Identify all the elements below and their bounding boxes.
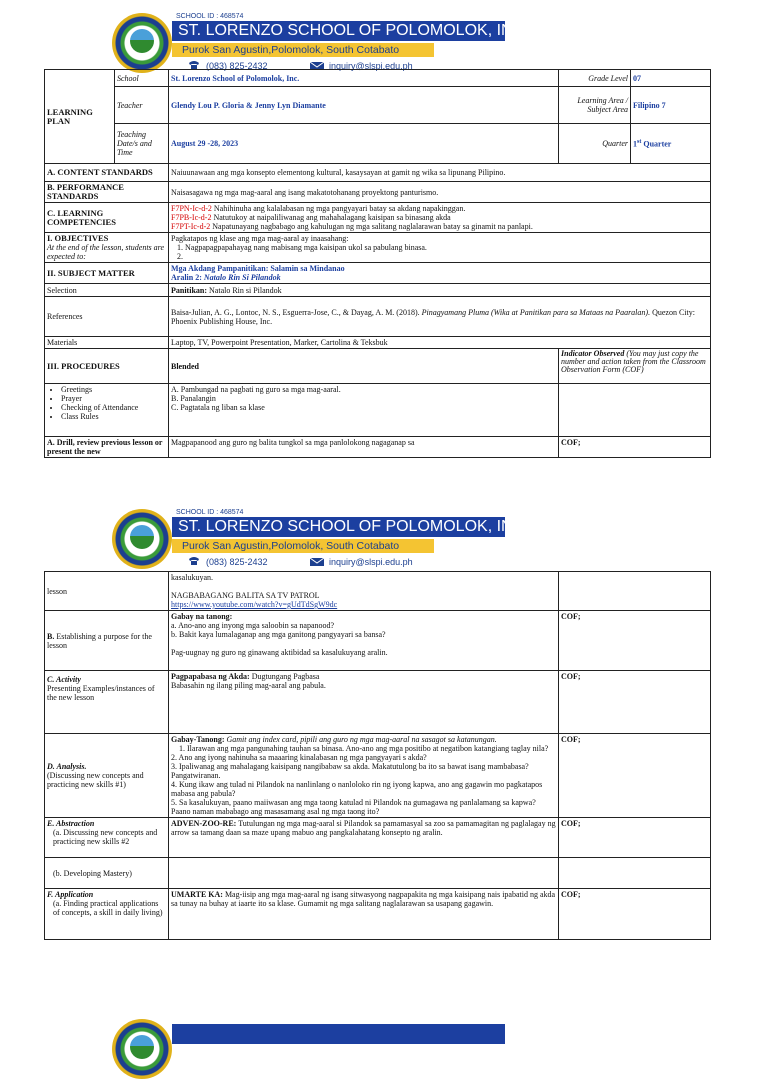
opening-step-item: C. Pagtatala ng liban sa klase: [171, 403, 265, 412]
developing-mastery-cof: [559, 858, 711, 889]
address-bar: [172, 539, 434, 553]
address-bar: [172, 43, 434, 57]
selection-label: Selection: [45, 284, 169, 297]
school-logo: [112, 509, 172, 569]
quarter-label: Quarter: [559, 124, 631, 164]
grade-level-value: 07: [631, 70, 711, 87]
references-value: Baisa-Julian, A. G., Lontoc, N. S., Esguerra-Jose, C., & Dayag, A. M. (2018). Pinagyamang Pluma (Wika at Panitikan para sa Mataas na Paaralan). Quezon City: Phoenix Publishing House, Inc.: [169, 297, 711, 337]
email-address: inquiry@slspi.edu.ph: [329, 557, 413, 567]
learning-competencies-label: C. LEARNING COMPETENCIES: [45, 203, 169, 233]
application-content: UMARTE KA: Mag-iisip ang mga mag-aaral ng isang sitwasyong nagpapakita ng mga kaisipang nais ipabatid ng akda sa tunay na buhay at iaarte ito sa klase. Gumamit ng mga salitang naglalarawan sa usapang gagawin.: [169, 889, 559, 940]
grade-level-label: Grade Level: [559, 70, 631, 87]
teaching-dates-value: August 29 -28, 2023: [169, 124, 559, 164]
school-id: SCHOOL ID : 468574: [176, 13, 244, 20]
subject-matter-label: II. SUBJECT MATTER: [45, 263, 169, 284]
drill-label: A. Drill, review previous lesson or present the new: [45, 437, 169, 458]
phone-number: (083) 825-2432: [206, 61, 268, 71]
opening-step-item: B. Panalangin: [171, 394, 216, 403]
school-logo: [112, 1019, 172, 1079]
teacher-label: Teacher: [115, 87, 169, 124]
school-name-banner: [172, 21, 529, 41]
school-header-page-3: [0, 1016, 768, 1082]
purpose-content: Gabay na tanong: a. Ano-ano ang inyong mga saloobin sa napanood? b. Bakit kaya lumalaganap ang mga ganitong pangyayari sa bansa? Pag-uugnay ng guro ng ginawang aktibidad sa kasalukuyang aralin.: [169, 611, 559, 671]
drill-cof: COF;: [559, 437, 711, 458]
content-standards-label: A. CONTENT STANDARDS: [45, 164, 169, 182]
analysis-label: D. Analysis. (Discussing new concepts and practicing new skills #1): [45, 734, 169, 818]
developing-mastery-content: [169, 858, 559, 889]
learning-area-value: Filipino 7: [631, 87, 711, 124]
performance-standards-label: B. PERFORMANCE STANDARDS: [45, 182, 169, 203]
teacher-value: Glendy Lou P. Gloria & Jenny Lyn Diamante: [169, 87, 559, 124]
learning-competencies-value: F7PN-Ic-d-2 Nahihinuha ang kalalabasan ng mga pangyayari batay sa akdang napakinggan. F7PB-Ic-d-2 Natutukoy at naipaliliwanag ang mahahalagang kaisipan sa binasang akda F7PT-Ic-d-2 Napatunayang nagbabago ang kahulugan ng mga salitang naglalarawan batay sa ginamit na panlapi.: [169, 203, 711, 233]
lesson-label: lesson: [45, 572, 169, 611]
opening-step-item: A. Pambungad na pagbati ng guro sa mga mag-aaral.: [171, 385, 341, 394]
opening-activity-item: • Greetings: [61, 385, 166, 394]
abstraction-content: ADVEN-ZOO-RE: Tutulungan ng mga mag-aaral si Pilandok sa pamamasyal sa zoo sa pamamagitan ng paglalagay ng arrow sa tamang daan sa maze upang mabuo ang pangkalahatang konsepto ng aralin.: [169, 818, 559, 858]
school-header-page-2: [0, 506, 768, 572]
learning-area-label: Learning Area / Subject Area: [559, 87, 631, 124]
opening-activity-item: • Prayer: [61, 394, 166, 403]
teaching-dates-label: Teaching Date/s and Time: [115, 124, 169, 164]
opening-activities-steps: [169, 384, 559, 437]
learning-plan-label: LEARNING PLAN: [45, 70, 115, 164]
purpose-label: B. Establishing a purpose for the lesson: [45, 611, 169, 671]
application-cof: COF;: [559, 889, 711, 940]
materials-label: Materials: [45, 337, 169, 349]
purpose-cof: COF;: [559, 611, 711, 671]
opening-activities-list: [45, 384, 169, 437]
school-logo: [112, 13, 172, 73]
opening-activity-item: • Checking of Attendance: [61, 403, 166, 412]
school-name-banner: [172, 1024, 505, 1044]
content-standards-value: Naiuunawaan ang mga konsepto elementong kultural, kasaysayan at gamit ng wika sa lipunang Pilipino.: [169, 164, 711, 182]
school-id: SCHOOL ID : 468574: [176, 509, 244, 516]
activity-label: C. Activity Presenting Examples/instances of the new lesson: [45, 671, 169, 734]
learning-plan-table-page-1: [44, 69, 711, 458]
drill-value: Magpapanood ang guro ng balita tungkol sa mga panlolokong nagaganap sa: [169, 437, 559, 458]
learning-plan-table-page-2: [44, 571, 711, 940]
indicator-observed: Indicator Observed (You may just copy the number and action taken from the Classroom Observation Form (COF): [559, 349, 711, 384]
address-text: Purok San Agustin,Polomolok, South Cotabato: [182, 44, 400, 56]
school-label: School: [115, 70, 169, 87]
school-name-banner: [172, 517, 529, 537]
objectives-label: I. OBJECTIVES At the end of the lesson, students are expected to:: [45, 233, 169, 263]
procedures-label: III. PROCEDURES: [45, 349, 169, 384]
phone-icon: [188, 556, 200, 566]
analysis-content: Gabay-Tanong: Gamit ang index card, pipili ang guro ng mga mag-aaral na sasagot sa katanungan. 1. Ilarawan ang mga pangunahing tauhan sa binasa. Ano-ano ang mga positibo at negatibon katangiang taglay nila? 2. Ano ang iyong nahinuha sa maaaring kinalabasan ng mga pangyayari s akda? 3. Ipaliwanag ang mahalagang kaisipang nangibabaw sa akda. Makatutulong ba ito sa bawat isang mambabasa? Pangatwiranan. 4. Kung ikaw ang tulad ni Pilandok na nanlinlang o nanloloko rin ng iyong kapwa, ano ang gagawin mo pagkatapos mabasa ang pabula? 5. Sa kasalukuyan, paano maiiwasan ang mga taong katulad ni Pilandok na gumagawa ng panlalamang sa kapwa? Paano naman mababago ang masasamang asal ng mga taong ito?: [169, 734, 559, 818]
school-name: ST. LORENZO SCHOOL OF POLOMOLOK, INC.: [178, 518, 529, 535]
application-label: F. Application (a. Finding practical applications of concepts, a skill in daily living): [45, 889, 169, 940]
abstraction-label: E. Abstraction (a. Discussing new concepts and practicing new skills #2: [45, 818, 169, 858]
blended-label: Blended: [169, 349, 559, 384]
performance-standards-value: Naisasagawa ng mga mag-aaral ang isang makatotohanang proyektong panturismo.: [169, 182, 711, 203]
developing-mastery-label: (b. Developing Mastery): [45, 858, 169, 889]
lesson-cof-cell: [559, 572, 711, 611]
opening-cof-cell: [559, 384, 711, 437]
materials-value: Laptop, TV, Powerpoint Presentation, Marker, Cartolina & Teksbuk: [169, 337, 711, 349]
opening-activity-item: • Class Rules: [61, 412, 166, 421]
phone-number: (083) 825-2432: [206, 557, 268, 567]
address-text: Purok San Agustin,Polomolok, South Cotabato: [182, 540, 400, 552]
school-name: ST. LORENZO SCHOOL OF POLOMOLOK, INC.: [178, 22, 529, 39]
abstraction-cof: COF;: [559, 818, 711, 858]
subject-matter-value: Mga Akdang Pampanitikan: Salamin sa Mindanao Aralin 2: Natalo Rin Si Pilandok: [169, 263, 711, 284]
analysis-cof: COF;: [559, 734, 711, 818]
activity-cof: COF;: [559, 671, 711, 734]
school-header: [0, 10, 768, 76]
activity-content: Pagpapabasa ng Akda: Dugtungang Pagbasa Babasahin ng ilang piling mag-aaral ang pabula.: [169, 671, 559, 734]
selection-value: Panitikan: Natalo Rin si Pilandok: [169, 284, 711, 297]
email-address: inquiry@slspi.edu.ph: [329, 61, 413, 71]
school-value: St. Lorenzo School of Polomolok, Inc.: [169, 70, 559, 87]
lesson-content: kasalukuyan. NAGBABAGANG BALITA SA TV PATROL https://www.youtube.com/watch?v=gUdTdSgW9dc: [169, 572, 559, 611]
quarter-value: 1st Quarter: [631, 124, 711, 164]
mail-icon: [309, 557, 325, 567]
youtube-link[interactable]: https://www.youtube.com/watch?v=gUdTdSgW9dc: [171, 600, 338, 609]
references-label: References: [45, 297, 169, 337]
objectives-value: Pagkatapos ng klase ang mga mag-aaral ay inaasahang: 1. Nagpapagpapahayag nang mabisang mga kaisipan ukol sa pabulang binasa. 2.: [169, 233, 711, 263]
